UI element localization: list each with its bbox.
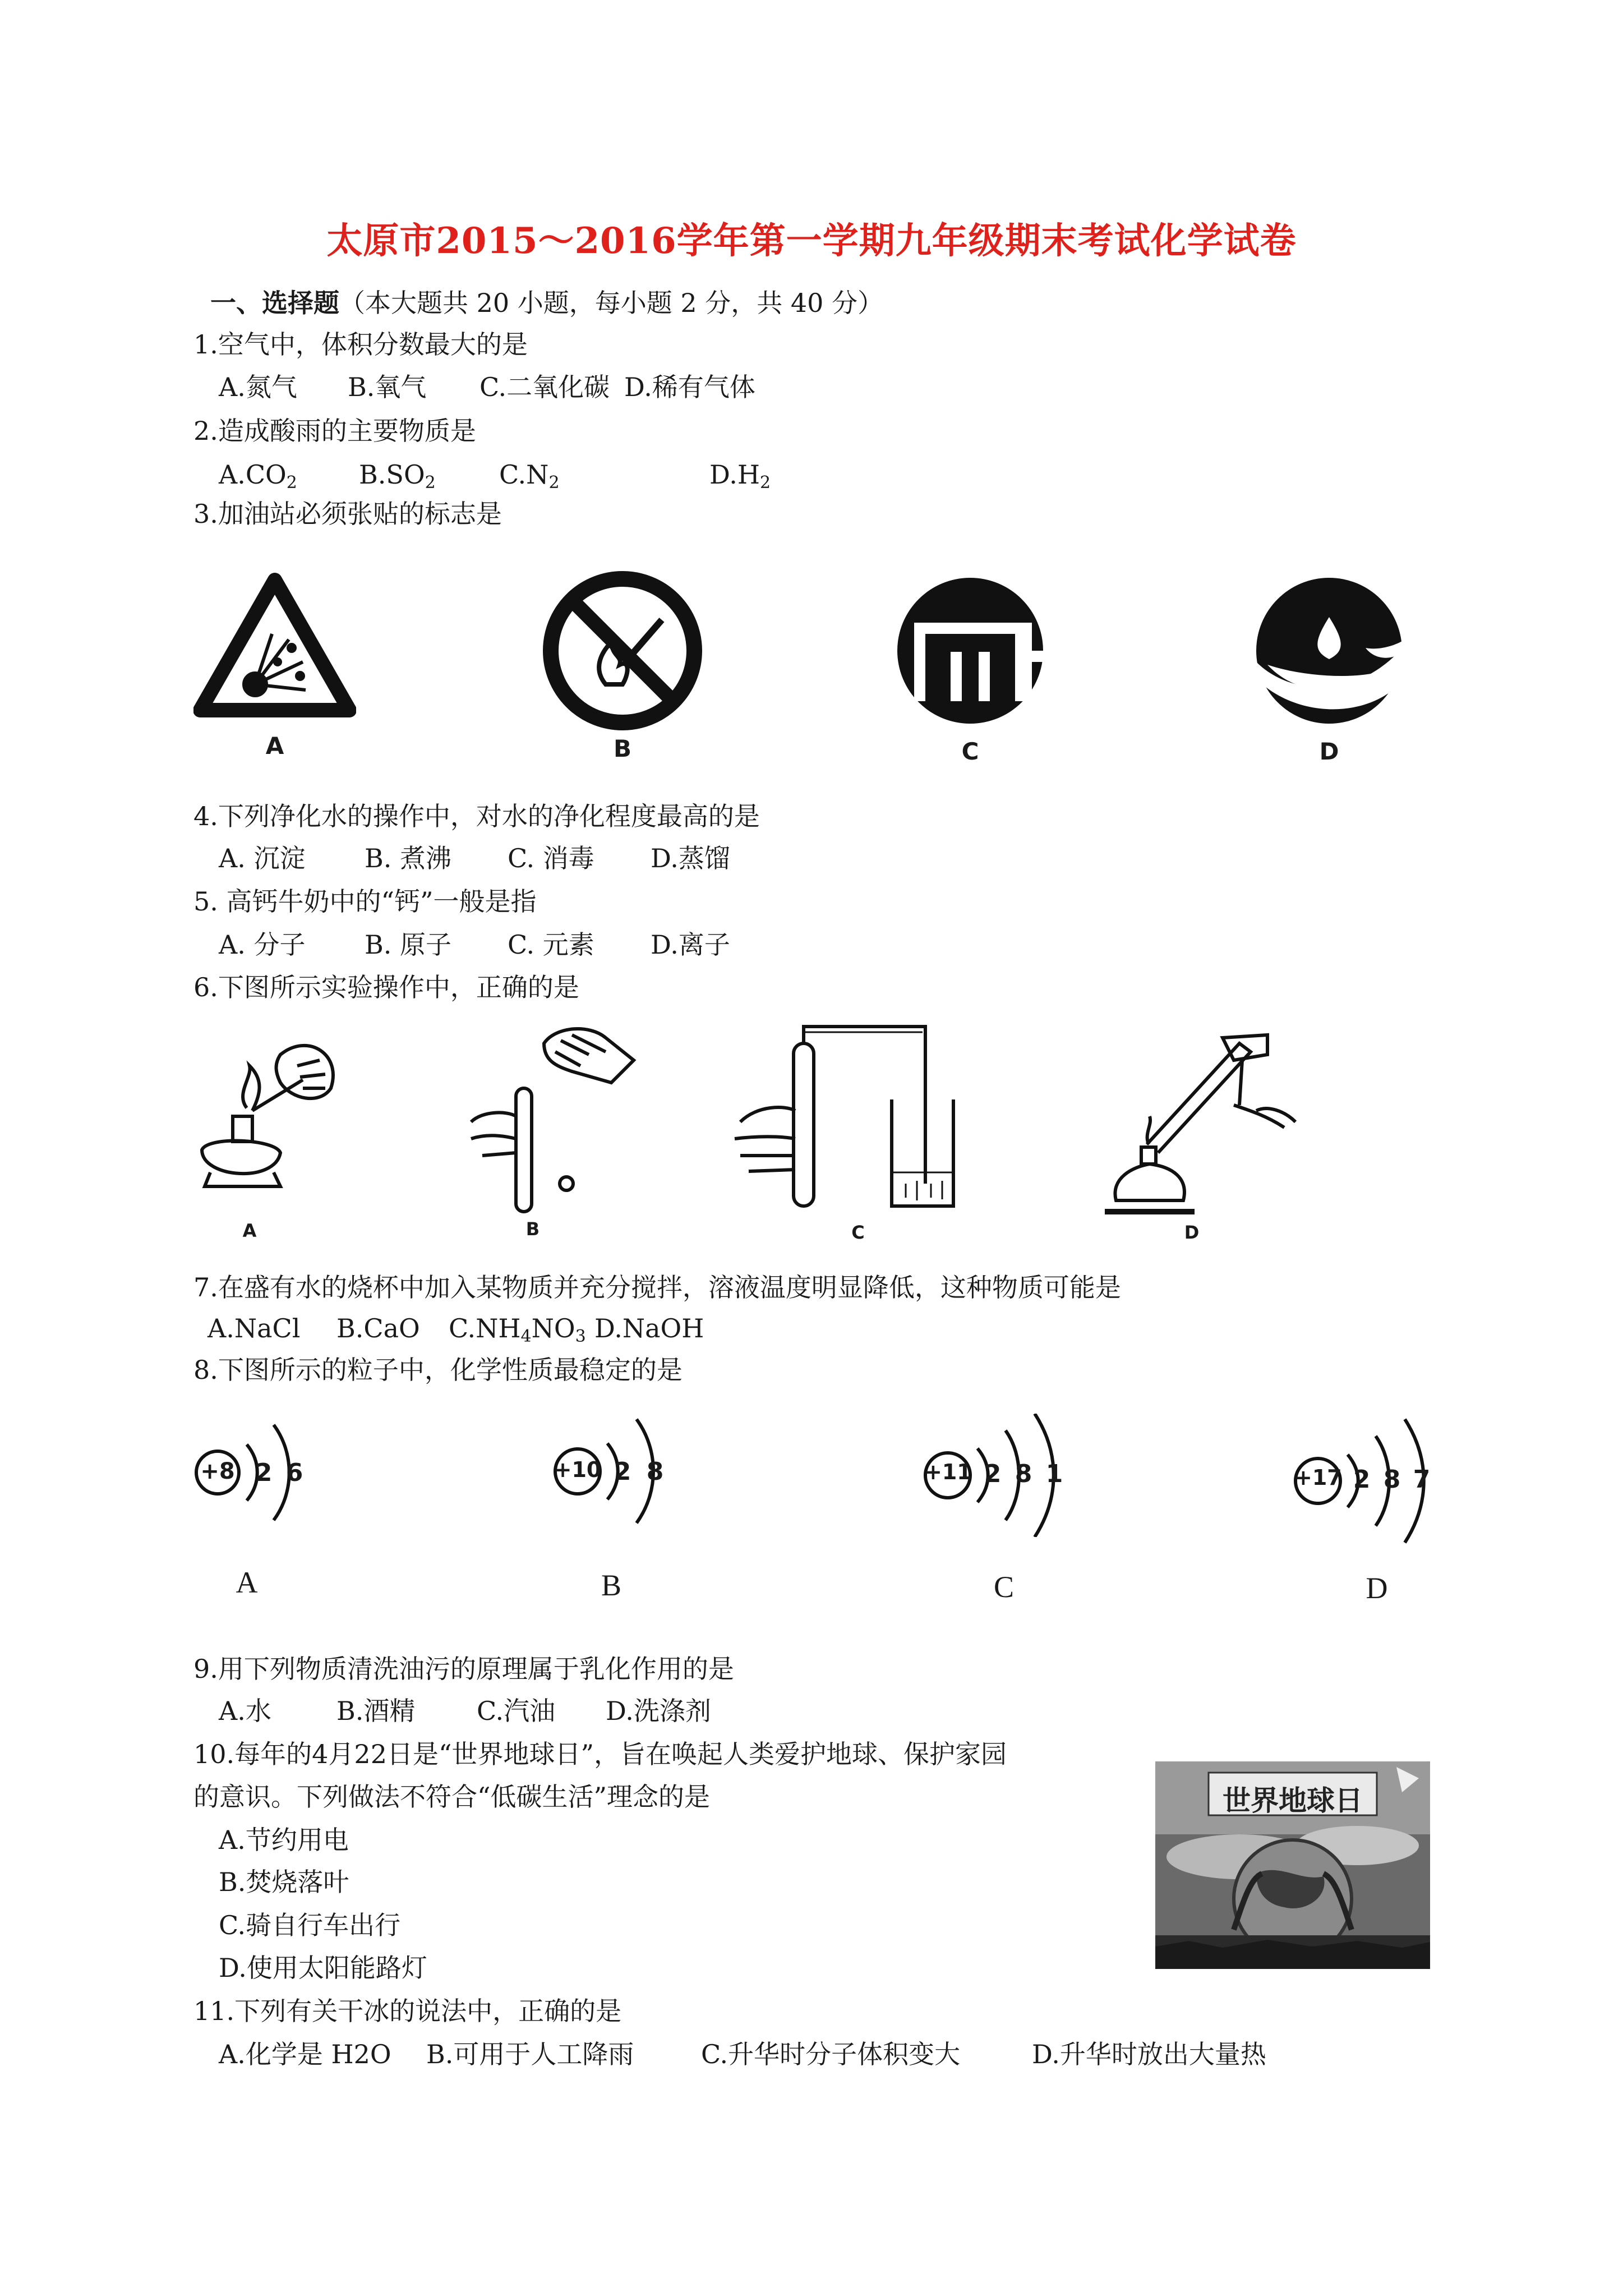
question-5-options [219,928,730,961]
q2-option-c: $C.N_2$ [499,459,560,493]
question-2-options [219,458,771,500]
q3-label-b: B [613,735,631,762]
airtightness-check-figure [729,1021,965,1223]
atom-a-shell-2: 6 [285,1458,303,1487]
q2-option-b: $B.SO_2$ [359,459,436,493]
exam-title: 太原市2015～2016学年第一学期九年级期末考试化学试卷 [326,220,1297,262]
q4-option-d: D.蒸馏 [651,843,730,873]
q11-option-b: B.可用于人工降雨 [426,2039,634,2069]
atom-c-shell-3: 1 [1045,1460,1063,1488]
q5-option-a: A. 分子 [219,930,306,960]
water-saving-sign [886,567,1054,735]
q1-option-a: A.氮气 [219,372,297,402]
atom-a-label: A [236,1566,258,1599]
q6-label-d: D [1184,1222,1200,1243]
question-2-stem: 2.造成酸雨的主要物质是 [193,416,476,446]
atom-b-shell-2: 8 [646,1457,664,1486]
q9-option-c: C.汽油 [477,1696,556,1726]
question-5-stem: 5. 高钙牛奶中的“钙”一般是指 [193,886,537,917]
q10-option-c: C.骑自行车出行 [219,1910,401,1940]
atom-c-shell-2: 8 [1015,1460,1032,1488]
q3-label-a: A [265,732,284,760]
no-fire-sign [538,567,707,735]
question-4-options [219,841,730,875]
question-9-stem: 9.用下列物质清洗油污的原理属于乳化作用的是 [193,1654,734,1684]
q10-option-a: A.节约用电 [219,1825,349,1855]
q11-option-d: D.升华时放出大量热 [1032,2039,1266,2069]
q3-label-d: D [1319,738,1339,765]
atom-d-label: D [1366,1571,1388,1605]
atom-d-nucleus: +17 [1294,1465,1342,1490]
question-3-stem: 3.加油站必须张贴的标志是 [193,499,502,529]
q5-option-b: B. 原子 [365,930,452,960]
q7-option-c: $C.NH_4NO_3$ [449,1313,586,1346]
q7-option-a: A.NaCl [208,1313,301,1343]
atom-b-shell-1: 2 [614,1457,631,1486]
q2-option-d: $D.H_2$ [709,459,771,493]
atom-d-shell-1: 2 [1353,1465,1371,1494]
question-10-stem-line-1: 10.每年的4月22日是“世界地球日”，旨在唤起人类爱护地球、保护家园 [193,1739,1007,1769]
heating-test-tube-figure [1099,1027,1312,1228]
question-10-stem-line-2: 的意识。下列做法不符合“低碳生活”理念的是 [193,1782,711,1812]
q5-option-c: C. 元素 [508,930,594,960]
water-drop-sign [1245,567,1413,735]
atom-c-label: C [993,1570,1015,1604]
question-9-options [219,1694,711,1728]
question-1-options [219,370,755,404]
question-7-options [208,1312,704,1354]
question-11-stem: 11.下列有关干冰的说法中，正确的是 [193,1996,622,2026]
atom-a-nucleus: +8 [200,1458,235,1484]
atom-c-shell-1: 2 [984,1460,1002,1488]
q11-option-c: C.升华时分子体积变大 [701,2039,961,2069]
q7-option-b: B.CaO [336,1313,420,1343]
q9-option-b: B.酒精 [336,1696,416,1726]
adding-solid-to-test-tube-figure [460,1021,639,1217]
question-8-stem: 8.下图所示的粒子中，化学性质最稳定的是 [193,1355,683,1385]
question-7-stem: 7.在盛有水的烧杯中加入某物质并充分搅拌，溶液温度明显降低，这种物质可能是 [193,1272,1121,1303]
q10-option-b: B.焚烧落叶 [219,1867,349,1897]
section-note: （本大题共 20 小题，每小题 2 分，共 40 分） [339,288,884,318]
q2-option-a: $A.CO_2$ [219,459,297,493]
atom-d-shell-3: 7 [1413,1465,1431,1494]
atom-d-shell-2: 8 [1383,1465,1401,1494]
question-4-stem: 4.下列净化水的操作中，对水的净化程度最高的是 [193,801,760,831]
question-6-stem: 6.下图所示实验操作中，正确的是 [193,972,579,1002]
q3-label-c: C [961,738,979,765]
q6-label-b: B [525,1218,540,1240]
q9-option-d: D.洗涤剂 [606,1696,711,1726]
world-earth-day-image [1155,1761,1430,1969]
q11-option-a: A.化学是 H2O [219,2039,391,2069]
q7-option-d: D.NaOH [594,1313,704,1343]
q1-option-d: D.稀有气体 [624,372,755,402]
q5-option-d: D.离子 [651,930,730,960]
q9-option-a: A.水 [219,1696,271,1726]
q6-label-a: A [242,1220,257,1241]
atom-a-shell-1: 2 [255,1458,273,1487]
q4-option-a: A. 沉淀 [219,843,306,873]
question-11-options [219,2037,1266,2071]
explosive-warning-sign [193,572,356,718]
q6-label-c: C [851,1222,865,1243]
q10-option-d: D.使用太阳能路灯 [219,1953,427,1983]
q4-option-b: B. 煮沸 [365,843,452,873]
earth-day-banner-text: 世界地球日 [1223,1784,1363,1817]
atom-c-nucleus: +11 [924,1460,972,1484]
atom-b-label: B [601,1568,622,1602]
q1-option-b: B.氧气 [348,372,427,402]
atom-b-nucleus: +10 [554,1457,602,1482]
q4-option-c: C. 消毒 [508,843,594,873]
section-header [210,286,883,320]
q1-option-c: C.二氧化碳 [479,372,610,402]
question-1-stem: 1.空气中，体积分数最大的是 [193,329,528,360]
section-heading: 一、选择题 [210,288,339,318]
lighting-alcohol-lamp-figure [191,1032,359,1212]
